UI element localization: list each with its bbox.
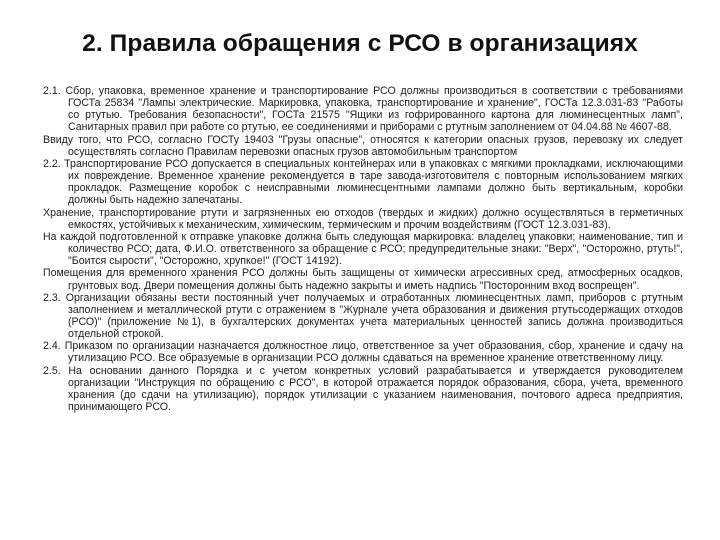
paragraph-2-3: 2.3. Организации обязаны вести постоянный учет получаемых и отработанных люминесцентных ламп, приборов с ртутным заполнением и металлической ртути с отражением в "Журнале учета образования и движения ртутьсодержащих отходов (РСО)" (приложение №1), в бухгалтерских документах учета материальных ценностей запись должна производиться отдельной строкой. [43, 291, 683, 341]
paragraph-2-2: 2.2. Транспортирование РСО допускается в специальных контейнерах или в упаковках с мягкими прокладками, исключающими их повреждение. Временное хранение рекомендуется в таре завода-изготовителя с повторным использованием мягких прокладок. Размещение коробок с неисправными люминесцентными лампами должно быть вертикальным, коробки должны быть надежно запечатаны. [43, 157, 683, 207]
paragraph-2-5: 2.5. На основании данного Порядка и с учетом конкретных условий разрабатывается и утверждается руководителем организации "Инструкция по обращению с РСО", в которой отражается порядок образования, сбора, учета, временного хранения (до сдачи на утилизацию), порядок утилизации с указанием наименования, почтового адреса предприятия, принимающего РСО. [43, 364, 683, 414]
paragraph-dangerous-goods: Ввиду того, что РСО, согласно ГОСТу 19403 "Грузы опасные", относятся к категории опасных грузов, перевозку их следует осуществлять согласно Правилам перевозки опасных грузов автомобильным транспортом [43, 133, 683, 158]
paragraph-2-4: 2.4. Приказом по организации назначается должностное лицо, ответственное за учет образования, сбор, хранение и сдачу на утилизацию РСО. Все образуемые в организации РСО должны сдаваться на временное хранение ответственному лицу. [43, 340, 683, 365]
paragraph-storage: Хранение, транспортирование ртути и загрязненных ею отходов (твердых и жидких) должно осуществляться в герметичных емкостях, устойчивых к механическим, химическим, термическим и прочим воздействиям (ГОСТ 12.3.031-83). [43, 206, 683, 231]
slide-body [43, 85, 683, 413]
paragraph-2-1: 2.1. Сбор, упаковка, временное хранение и транспортирование РСО должны производиться в соответствии с требованиями ГОСТа 25834 "Лампы электрические. Маркировка, упаковка, транспортирование и хранение", ГОСТа 12.3.031-83 "Работы со ртутью. Требования безопасности", ГОСТа 21575 "Ящики из гофрированного картона для люминесцентных ламп", Санитарных правил при работе со ртутью, ее соединениями и приборами с ртутным заполнением от 04.04.88 № 4607-88. [43, 85, 683, 134]
paragraph-premises: Помещения для временного хранения РСО должны быть защищены от химически агрессивных сред, атмосферных осадков, грунтовых вод. Двери помещения должны быть надежно закрыты и иметь надпись "Посторонним вход воспрещен". [43, 267, 683, 292]
paragraph-marking: На каждой подготовленной к отправке упаковке должна быть следующая маркировка: владелец упаковки; наименование, тип и количество РСО; дата, Ф.И.О. ответственного за обращение с РСО; предупредительные знаки: "Верх", "Осторожно, ртуть!", "Боится сырости", "Осторожно, хрупкое!" (ГОСТ 14192). [43, 230, 683, 268]
slide-title: 2. Правила обращения с РСО в организациях [82, 30, 638, 57]
